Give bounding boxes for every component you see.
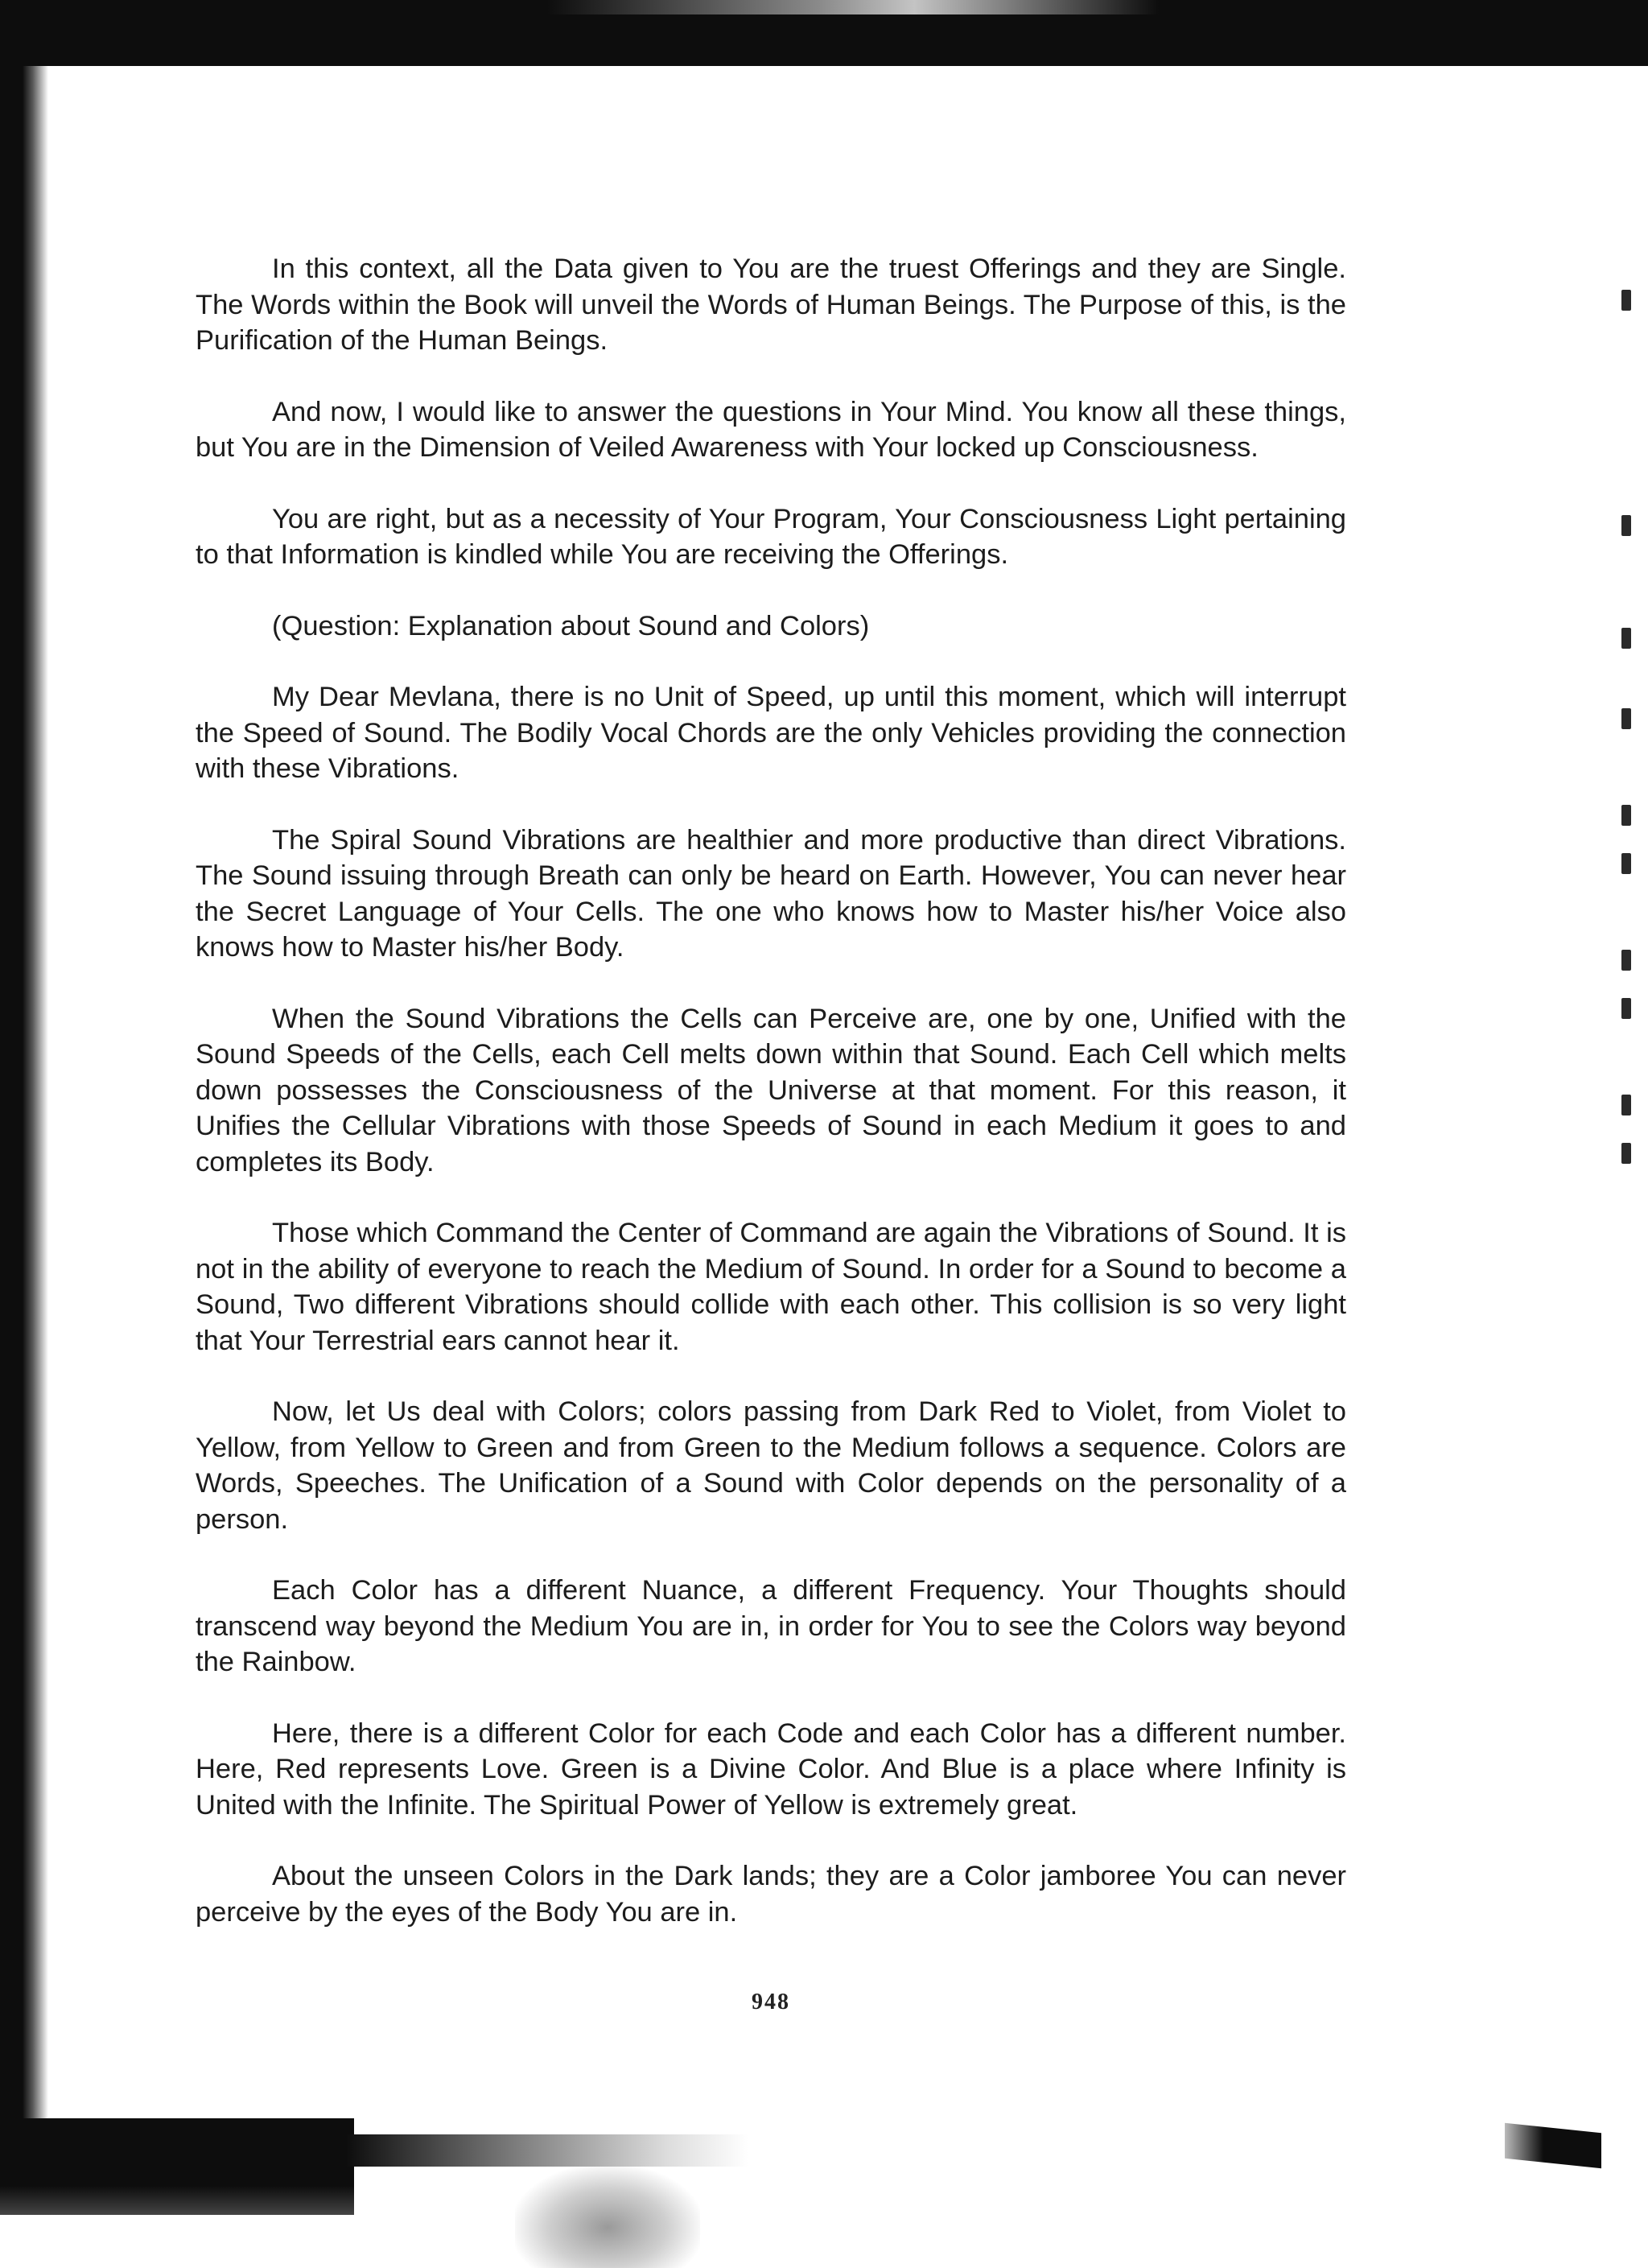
paragraph-color-codes: Here, there is a different Color for each Code and each Color has a different number. Here, Red represents Love. Green is a Divine Color. And Blue is a place where Infinity is United with the Infinite. The Spiritual Power of Yellow is extremely great.	[196, 1717, 1346, 1821]
page-body	[196, 251, 1346, 1965]
paragraph-truest-offerings: In this context, all the Data given to You are the truest Offerings and they are Single. The Words within the Book will unveil the Words of Human Beings. The Purpose of this, is the Purification of the Human Beings.	[196, 254, 1346, 356]
scan-left-edge	[0, 0, 48, 2268]
paragraph-consciousness-light: You are right, but as a necessity of Your Program, Your Consciousness Light pertaining to that Information is kindled while You are receiving the Offerings.	[196, 503, 1346, 570]
paragraph-spiral-sound: The Spiral Sound Vibrations are healthier and more productive than direct Vibrations. The Sound issuing through Breath can only be heard on Earth. However, You can never hear the Secret Language of Your Cells. The one who knows how to Master his/her Voice also knows how to Master his/her Body.	[196, 824, 1346, 963]
scan-bottom-dark-corner	[0, 2118, 354, 2215]
scan-bottom-smudge	[515, 2167, 700, 2268]
paragraph-center-of-command: Those which Command the Center of Command are again the Vibrations of Sound. It is not in the ability of everyone to reach the Medium of Sound. In order for a Sound to become a Sound, Two different Vibrations should collide with each other. This collision is so very light that Your Terrestrial ears cannot hear it.	[196, 1218, 1346, 1356]
paragraph-cell-vibrations: When the Sound Vibrations the Cells can Perceive are, one by one, Unified with the Sound Speeds of the Cells, each Cell melts down within that Sound. Each Cell which melts down possesses the Consciousness of the Universe at that moment. For this reason, it Unifies the Cellular Vibrations with those Speeds of Sound in each Medium it goes to and completes its Body.	[196, 1003, 1346, 1177]
paragraph-question-heading: (Question: Explanation about Sound and Colors)	[272, 610, 870, 641]
scan-bottom-right-mark	[1505, 2123, 1601, 2169]
scan-top-border	[48, 0, 1648, 66]
paragraph-speed-of-sound: My Dear Mevlana, there is no Unit of Speed, up until this moment, which will interrupt the Speed of Sound. The Bodily Vocal Chords are the only Vehicles providing the connection with these Vibrations.	[196, 682, 1346, 784]
paragraph-questions-in-mind: And now, I would like to answer the questions in Your Mind. You know all these things, but You are in the Dimension of Veiled Awareness with Your locked up Consciousness.	[196, 396, 1346, 463]
scan-bottom-streak	[346, 2134, 748, 2167]
paragraph-colors-sequence: Now, let Us deal with Colors; colors passing from Dark Red to Violet, from Violet to Yellow, from Yellow to Green and from Green to the Medium follows a sequence. Colors are Words, Speeches. The Unification of a Sound with Color depends on the personality of a person.	[196, 1396, 1346, 1535]
scan-bottom-border	[0, 2118, 1648, 2268]
paragraph-unseen-colors: About the unseen Colors in the Dark lands; they are a Color jamboree You can never perceive by the eyes of the Body You are in.	[196, 1861, 1346, 1928]
paragraph-color-nuance: Each Color has a different Nuance, a different Frequency. Your Thoughts should transcend way beyond the Medium You are in, in order for You to see the Colors way beyond the Rainbow.	[196, 1575, 1346, 1677]
page-number: 948	[752, 1990, 790, 2014]
scan-right-edge-fragments	[1621, 290, 1648, 1738]
